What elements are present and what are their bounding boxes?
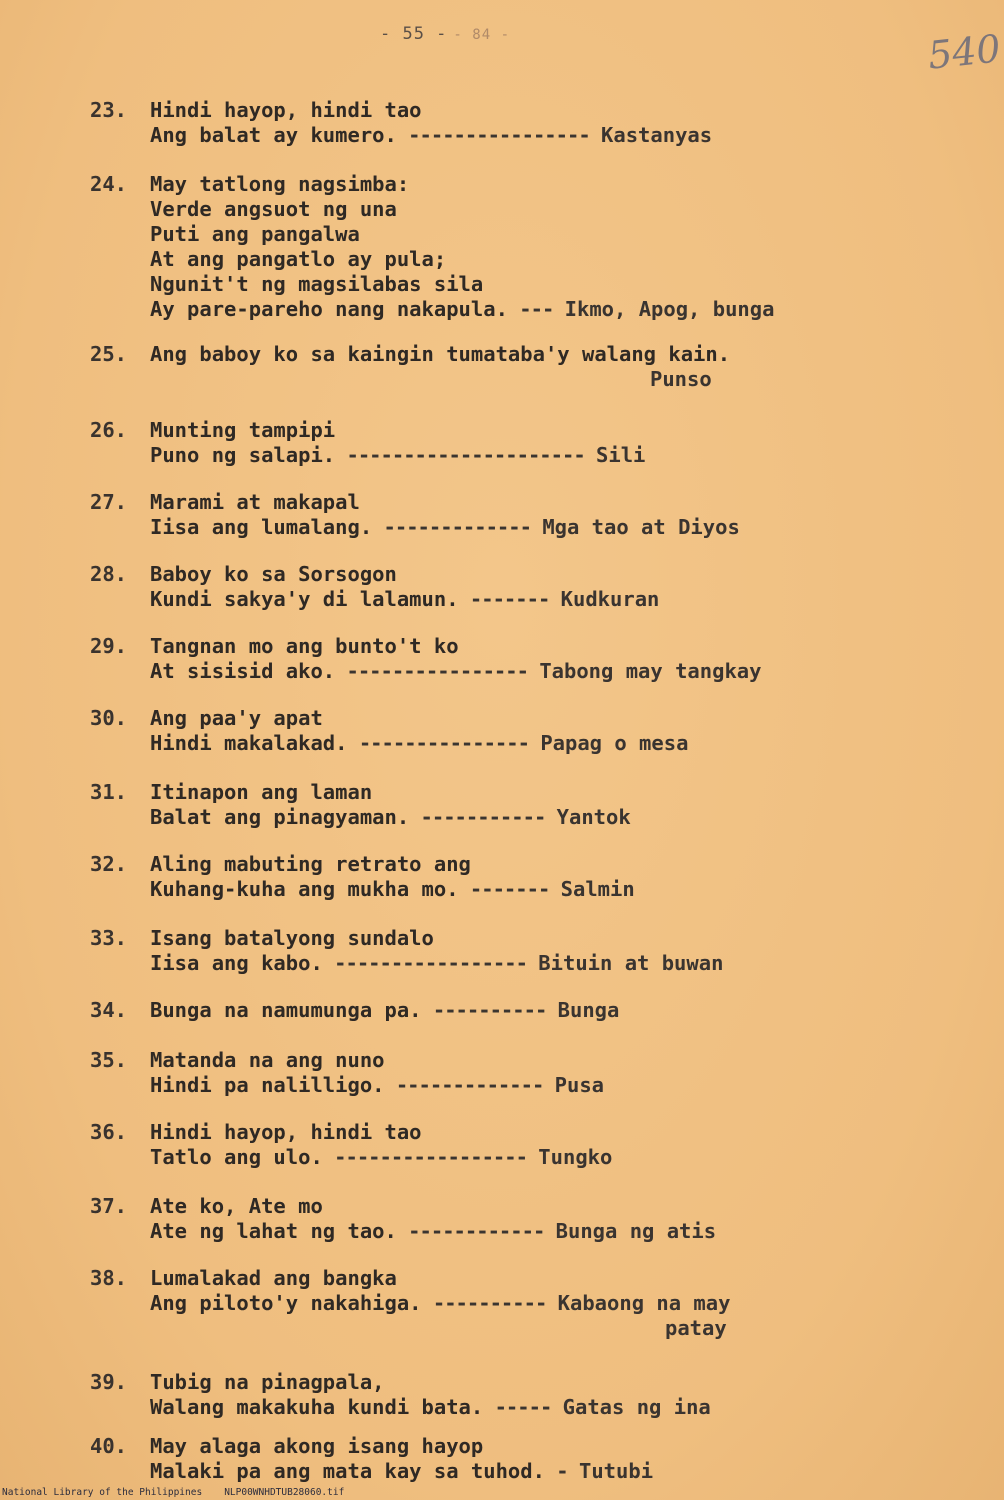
riddle-number: 25.	[90, 342, 128, 366]
riddle-number: 33.	[90, 926, 128, 950]
riddle-first-line	[90, 562, 950, 587]
riddle-first-line	[90, 490, 950, 515]
riddle-first-line	[90, 706, 950, 731]
riddle-line	[90, 805, 950, 830]
riddle-first-line	[90, 780, 950, 805]
riddle-38	[90, 1266, 950, 1341]
riddle-number: 32.	[90, 852, 128, 876]
answer-leader-dashes: ------------	[396, 1219, 556, 1243]
riddle-answer-continued	[90, 367, 950, 392]
footer-filename: NLP00WNHDTUB28060.tif	[224, 1487, 345, 1498]
riddle-number: 27.	[90, 490, 128, 514]
answer-leader-dashes: -------	[458, 877, 561, 901]
riddle-number: 35.	[90, 1048, 128, 1072]
riddle-text: Puti ang pangalwa	[150, 222, 360, 246]
answer-leader-dashes: -	[544, 1459, 579, 1483]
riddle-number: 31.	[90, 780, 128, 804]
riddle-text: Hindi hayop, hindi tao	[150, 1120, 422, 1144]
riddle-line	[90, 1395, 950, 1420]
riddle-line	[90, 1219, 950, 1244]
riddle-number: 36.	[90, 1120, 128, 1144]
answer-leader-dashes: ---------------	[347, 731, 541, 755]
riddle-line	[90, 877, 950, 902]
riddle-first-line	[90, 1266, 950, 1291]
riddle-number: 39.	[90, 1370, 128, 1394]
ghost-page-number: - 84 -	[453, 27, 510, 43]
footer-source: National Library of the Philippines	[2, 1487, 203, 1498]
riddle-text: Bunga na namumunga pa.	[150, 998, 422, 1022]
riddle-answer: Sili	[596, 443, 646, 467]
riddle-36	[90, 1120, 950, 1170]
answer-leader-dashes: -------------	[384, 1073, 555, 1097]
riddle-first-line	[90, 852, 950, 877]
riddle-first-line	[90, 998, 950, 1023]
riddle-line	[90, 659, 950, 684]
riddle-text: Ate ng lahat ng tao.	[150, 1219, 397, 1243]
riddle-number: 23.	[90, 98, 128, 122]
riddle-answer: Bunga	[557, 998, 620, 1022]
riddle-answer: Mga tao at Diyos	[542, 515, 740, 539]
riddle-line	[90, 247, 950, 272]
riddle-first-line	[90, 1194, 950, 1219]
riddle-40	[90, 1434, 950, 1484]
riddle-text: Lumalakad ang bangka	[150, 1266, 397, 1290]
riddle-34	[90, 998, 950, 1023]
riddle-first-line	[90, 172, 950, 197]
riddle-27	[90, 490, 950, 540]
riddle-text: Puno ng salapi.	[150, 443, 336, 467]
riddle-text: Itinapon ang laman	[150, 780, 373, 804]
riddle-first-line	[90, 418, 950, 443]
riddle-answer-continued	[90, 1316, 950, 1341]
riddle-line	[90, 731, 950, 756]
riddle-answer: Pusa	[554, 1073, 605, 1097]
riddle-text: Baboy ko sa Sorsogon	[150, 562, 397, 586]
riddle-text: Hindi pa nalilligo.	[150, 1073, 385, 1097]
riddle-first-line	[90, 342, 950, 367]
riddle-number: 40.	[90, 1434, 128, 1458]
riddle-text: Walang makakuha kundi bata.	[150, 1395, 484, 1419]
riddle-text: At sisisid ako.	[150, 659, 336, 683]
riddle-text: Aling mabuting retrato ang	[150, 852, 471, 876]
riddle-text: Tatlo ang ulo.	[150, 1145, 323, 1169]
riddle-first-line	[90, 634, 950, 659]
riddle-line	[90, 197, 950, 222]
riddle-line	[90, 1073, 950, 1098]
riddle-number: 30.	[90, 706, 128, 730]
riddle-37	[90, 1194, 950, 1244]
answer-leader-dashes: ----------	[421, 998, 558, 1022]
riddle-line	[90, 951, 950, 976]
riddle-text: Kuhang-kuha ang mukha mo.	[150, 877, 459, 901]
riddle-23	[90, 98, 950, 148]
riddle-text: Hindi makalakad.	[150, 731, 348, 755]
answer-leader-dashes: -----	[483, 1395, 563, 1419]
riddle-answer: patay	[665, 1316, 727, 1340]
riddle-24	[90, 172, 950, 322]
riddle-28	[90, 562, 950, 612]
page-number-text: - 55 -	[380, 24, 448, 44]
riddle-answer: Kudkuran	[560, 587, 660, 611]
answer-leader-dashes: ---------------------	[335, 443, 597, 467]
riddle-number: 34.	[90, 998, 128, 1022]
riddle-text: May tatlong nagsimba:	[150, 172, 410, 196]
riddle-text: Balat ang pinagyaman.	[150, 805, 410, 829]
answer-leader-dashes: -------------	[372, 515, 543, 539]
riddle-text: Marami at makapal	[150, 490, 360, 514]
riddle-first-line	[90, 926, 950, 951]
riddle-line	[90, 222, 950, 247]
riddle-text: Ngunit't ng magsilabas sila	[150, 272, 484, 296]
riddle-answer: Papag o mesa	[540, 731, 689, 755]
answer-leader-dashes: ----------------	[335, 659, 540, 683]
riddle-text: Kundi sakya'y di lalamun.	[150, 587, 459, 611]
riddle-answer: Gatas ng ina	[562, 1395, 711, 1419]
answer-leader-dashes: -----------------	[322, 951, 539, 975]
riddle-text: Ay pare-pareho nang nakapula.	[150, 297, 508, 321]
riddle-text: Hindi hayop, hindi tao	[150, 98, 422, 122]
riddle-answer: Bunga ng atis	[555, 1219, 717, 1243]
riddle-answer: Bituin at buwan	[538, 951, 724, 975]
riddle-line	[90, 515, 950, 540]
riddle-answer: Kastanyas	[601, 123, 713, 147]
riddle-text: Ang paa'y apat	[150, 706, 323, 730]
answer-leader-dashes: -----------	[409, 805, 557, 829]
riddle-line	[90, 443, 950, 468]
riddle-line	[90, 297, 950, 322]
scan-footer	[2, 1487, 344, 1498]
riddle-first-line	[90, 98, 950, 123]
riddle-number: 26.	[90, 418, 128, 442]
riddle-number: 38.	[90, 1266, 128, 1290]
riddle-text: Isang batalyong sundalo	[150, 926, 434, 950]
answer-leader-dashes: ----------	[421, 1291, 558, 1315]
riddle-text: Iisa ang kabo.	[150, 951, 323, 975]
riddle-number: 24.	[90, 172, 128, 196]
riddle-text: Tangnan mo ang bunto't ko	[150, 634, 459, 658]
riddle-number: 28.	[90, 562, 128, 586]
answer-leader-dashes: -------	[458, 587, 561, 611]
riddle-text: Verde angsuot ng una	[150, 197, 397, 221]
riddle-text: Tubig na pinagpala,	[150, 1370, 385, 1394]
riddle-text: Ang baboy ko sa kaingin tumataba'y walang kain.	[150, 342, 731, 366]
riddle-line	[90, 587, 950, 612]
riddle-line	[90, 1145, 950, 1170]
riddle-30	[90, 706, 950, 756]
riddle-answer: Yantok	[556, 805, 631, 829]
riddle-answer: Kabaong na may	[557, 1291, 731, 1315]
riddle-32	[90, 852, 950, 902]
riddle-text: Ang balat ay kumero.	[150, 123, 397, 147]
riddle-line	[90, 1459, 950, 1484]
riddle-31	[90, 780, 950, 830]
riddle-35	[90, 1048, 950, 1098]
riddle-text: May alaga akong isang hayop	[150, 1434, 484, 1458]
riddle-answer: Ikmo, Apog, bunga	[564, 297, 775, 321]
answer-leader-dashes: ----------------	[396, 123, 602, 147]
riddle-first-line	[90, 1370, 950, 1395]
riddle-answer: Punso	[650, 367, 712, 391]
riddle-text: Ang piloto'y nakahiga.	[150, 1291, 422, 1315]
riddle-39	[90, 1370, 950, 1420]
riddle-number: 29.	[90, 634, 128, 658]
handwritten-page-stamp: 540	[925, 26, 1003, 78]
page-number	[380, 24, 510, 44]
riddle-answer: Tungko	[538, 1145, 613, 1169]
riddle-line	[90, 123, 950, 148]
riddle-text: Ate ko, Ate mo	[150, 1194, 323, 1218]
riddle-text: Matanda na ang nuno	[150, 1048, 385, 1072]
answer-leader-dashes: -----------------	[322, 1145, 539, 1169]
riddle-answer: Salmin	[560, 877, 635, 901]
riddle-line	[90, 1291, 950, 1316]
riddle-text: At ang pangatlo ay pula;	[150, 247, 447, 271]
riddle-33	[90, 926, 950, 976]
riddle-first-line	[90, 1120, 950, 1145]
riddle-text: Iisa ang lumalang.	[150, 515, 373, 539]
answer-leader-dashes: ---	[507, 297, 565, 321]
riddle-25	[90, 342, 950, 392]
riddle-line	[90, 272, 950, 297]
riddle-text: Munting tampipi	[150, 418, 336, 442]
riddle-26	[90, 418, 950, 468]
riddle-answer: Tabong may tangkay	[539, 659, 762, 683]
riddle-first-line	[90, 1434, 950, 1459]
riddle-text: Malaki pa ang mata kay sa tuhod.	[150, 1459, 545, 1483]
riddle-number: 37.	[90, 1194, 128, 1218]
riddle-29	[90, 634, 950, 684]
riddle-answer: Tutubi	[578, 1459, 654, 1483]
riddle-first-line	[90, 1048, 950, 1073]
